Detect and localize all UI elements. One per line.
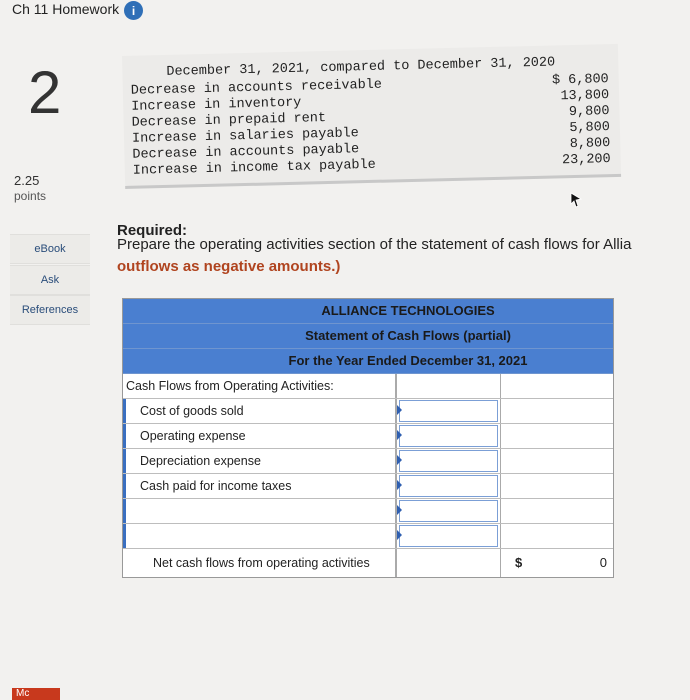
total-cell bbox=[501, 499, 613, 523]
statement-period: For the Year Ended December 31, 2021 bbox=[123, 349, 613, 374]
amount-input[interactable] bbox=[399, 500, 498, 522]
line-item-select[interactable] bbox=[123, 399, 397, 423]
amount-input-cell[interactable] bbox=[397, 399, 501, 423]
data-row-value: 5,800 bbox=[569, 120, 611, 137]
required-note: outflows as negative amounts.) bbox=[117, 258, 341, 275]
input-pointer-icon bbox=[397, 505, 402, 515]
mouse-cursor-icon bbox=[569, 192, 583, 208]
input-pointer-icon bbox=[397, 430, 402, 440]
points-value: 2.25 bbox=[14, 173, 40, 188]
section-row bbox=[123, 374, 613, 399]
table-row bbox=[123, 524, 613, 549]
data-row-value: 13,800 bbox=[560, 88, 610, 105]
section-total-cell bbox=[501, 374, 613, 398]
ebook-button[interactable]: eBook bbox=[10, 234, 90, 264]
line-item-label: Depreciation expense bbox=[140, 454, 261, 468]
data-row-label: Increase in income tax payable bbox=[132, 157, 376, 179]
ask-button[interactable]: Ask bbox=[10, 265, 90, 295]
points-label: points bbox=[14, 189, 47, 203]
total-cell bbox=[501, 474, 613, 498]
line-item-select[interactable] bbox=[123, 474, 397, 498]
amount-input-cell[interactable] bbox=[397, 449, 501, 473]
line-item-label bbox=[126, 529, 140, 543]
input-pointer-icon bbox=[397, 480, 402, 490]
line-item-label bbox=[126, 504, 140, 518]
amount-input[interactable] bbox=[399, 525, 498, 547]
amount-input-cell[interactable] bbox=[397, 424, 501, 448]
amount-input[interactable] bbox=[399, 400, 498, 422]
statement-title: Statement of Cash Flows (partial) bbox=[123, 324, 613, 349]
required-instructions: Prepare the operating activities section of the statement of cash flows for Allia bbox=[117, 236, 632, 253]
net-cash-value: 0 bbox=[599, 555, 607, 570]
net-cash-spacer bbox=[397, 549, 501, 577]
line-item-label: Operating expense bbox=[140, 429, 246, 443]
net-cash-label: Net cash flows from operating activities bbox=[123, 549, 397, 577]
net-cash-row bbox=[123, 549, 613, 577]
line-item-select[interactable] bbox=[123, 499, 397, 523]
assignment-title: Ch 11 Homework bbox=[12, 1, 120, 17]
net-cash-total bbox=[501, 549, 613, 577]
total-cell bbox=[501, 524, 613, 548]
amount-input-cell[interactable] bbox=[397, 474, 501, 498]
currency-symbol: $ bbox=[515, 555, 523, 570]
data-row-value: $ 6,800 bbox=[551, 72, 609, 89]
data-row-label: Increase in inventory bbox=[131, 95, 302, 115]
cash-flow-statement-table bbox=[122, 298, 614, 578]
table-row bbox=[123, 474, 613, 499]
line-item-select[interactable] bbox=[123, 524, 397, 548]
line-item-label: Cost of goods sold bbox=[140, 404, 244, 418]
input-pointer-icon bbox=[397, 530, 402, 540]
data-row-label: Decrease in accounts payable bbox=[132, 142, 360, 163]
section-label: Cash Flows from Operating Activities: bbox=[123, 374, 397, 398]
data-row-value: 23,200 bbox=[561, 152, 611, 169]
info-icon[interactable]: i bbox=[124, 1, 143, 20]
line-item-label: Cash paid for income taxes bbox=[140, 479, 292, 493]
question-number: 2 bbox=[28, 59, 62, 126]
input-pointer-icon bbox=[397, 455, 402, 465]
data-row-label: Decrease in prepaid rent bbox=[131, 111, 327, 131]
total-cell bbox=[501, 399, 613, 423]
line-item-select[interactable] bbox=[123, 449, 397, 473]
table-row bbox=[123, 449, 613, 474]
references-button[interactable]: References bbox=[10, 295, 90, 325]
total-cell bbox=[501, 424, 613, 448]
amount-input[interactable] bbox=[399, 475, 498, 497]
section-amount-cell bbox=[397, 374, 501, 398]
data-header: December 31, 2021, compared to December 31, 2020 bbox=[166, 55, 556, 80]
table-row bbox=[123, 499, 613, 524]
table-row bbox=[123, 424, 613, 449]
data-row-value: 8,800 bbox=[569, 136, 611, 153]
amount-input[interactable] bbox=[399, 425, 498, 447]
required-label: Required: bbox=[117, 222, 188, 239]
data-row-label: Increase in salaries payable bbox=[131, 126, 359, 147]
total-cell bbox=[501, 449, 613, 473]
publisher-logo: Mc bbox=[12, 688, 60, 700]
table-row bbox=[123, 399, 613, 424]
given-data-block bbox=[122, 44, 621, 189]
amount-input-cell[interactable] bbox=[397, 524, 501, 548]
amount-input[interactable] bbox=[399, 450, 498, 472]
amount-input-cell[interactable] bbox=[397, 499, 501, 523]
input-pointer-icon bbox=[397, 405, 402, 415]
company-name: ALLIANCE TECHNOLOGIES bbox=[123, 299, 613, 324]
line-item-select[interactable] bbox=[123, 424, 397, 448]
data-row-value: 9,800 bbox=[568, 104, 610, 121]
data-row-label: Decrease in accounts receivable bbox=[130, 77, 383, 99]
